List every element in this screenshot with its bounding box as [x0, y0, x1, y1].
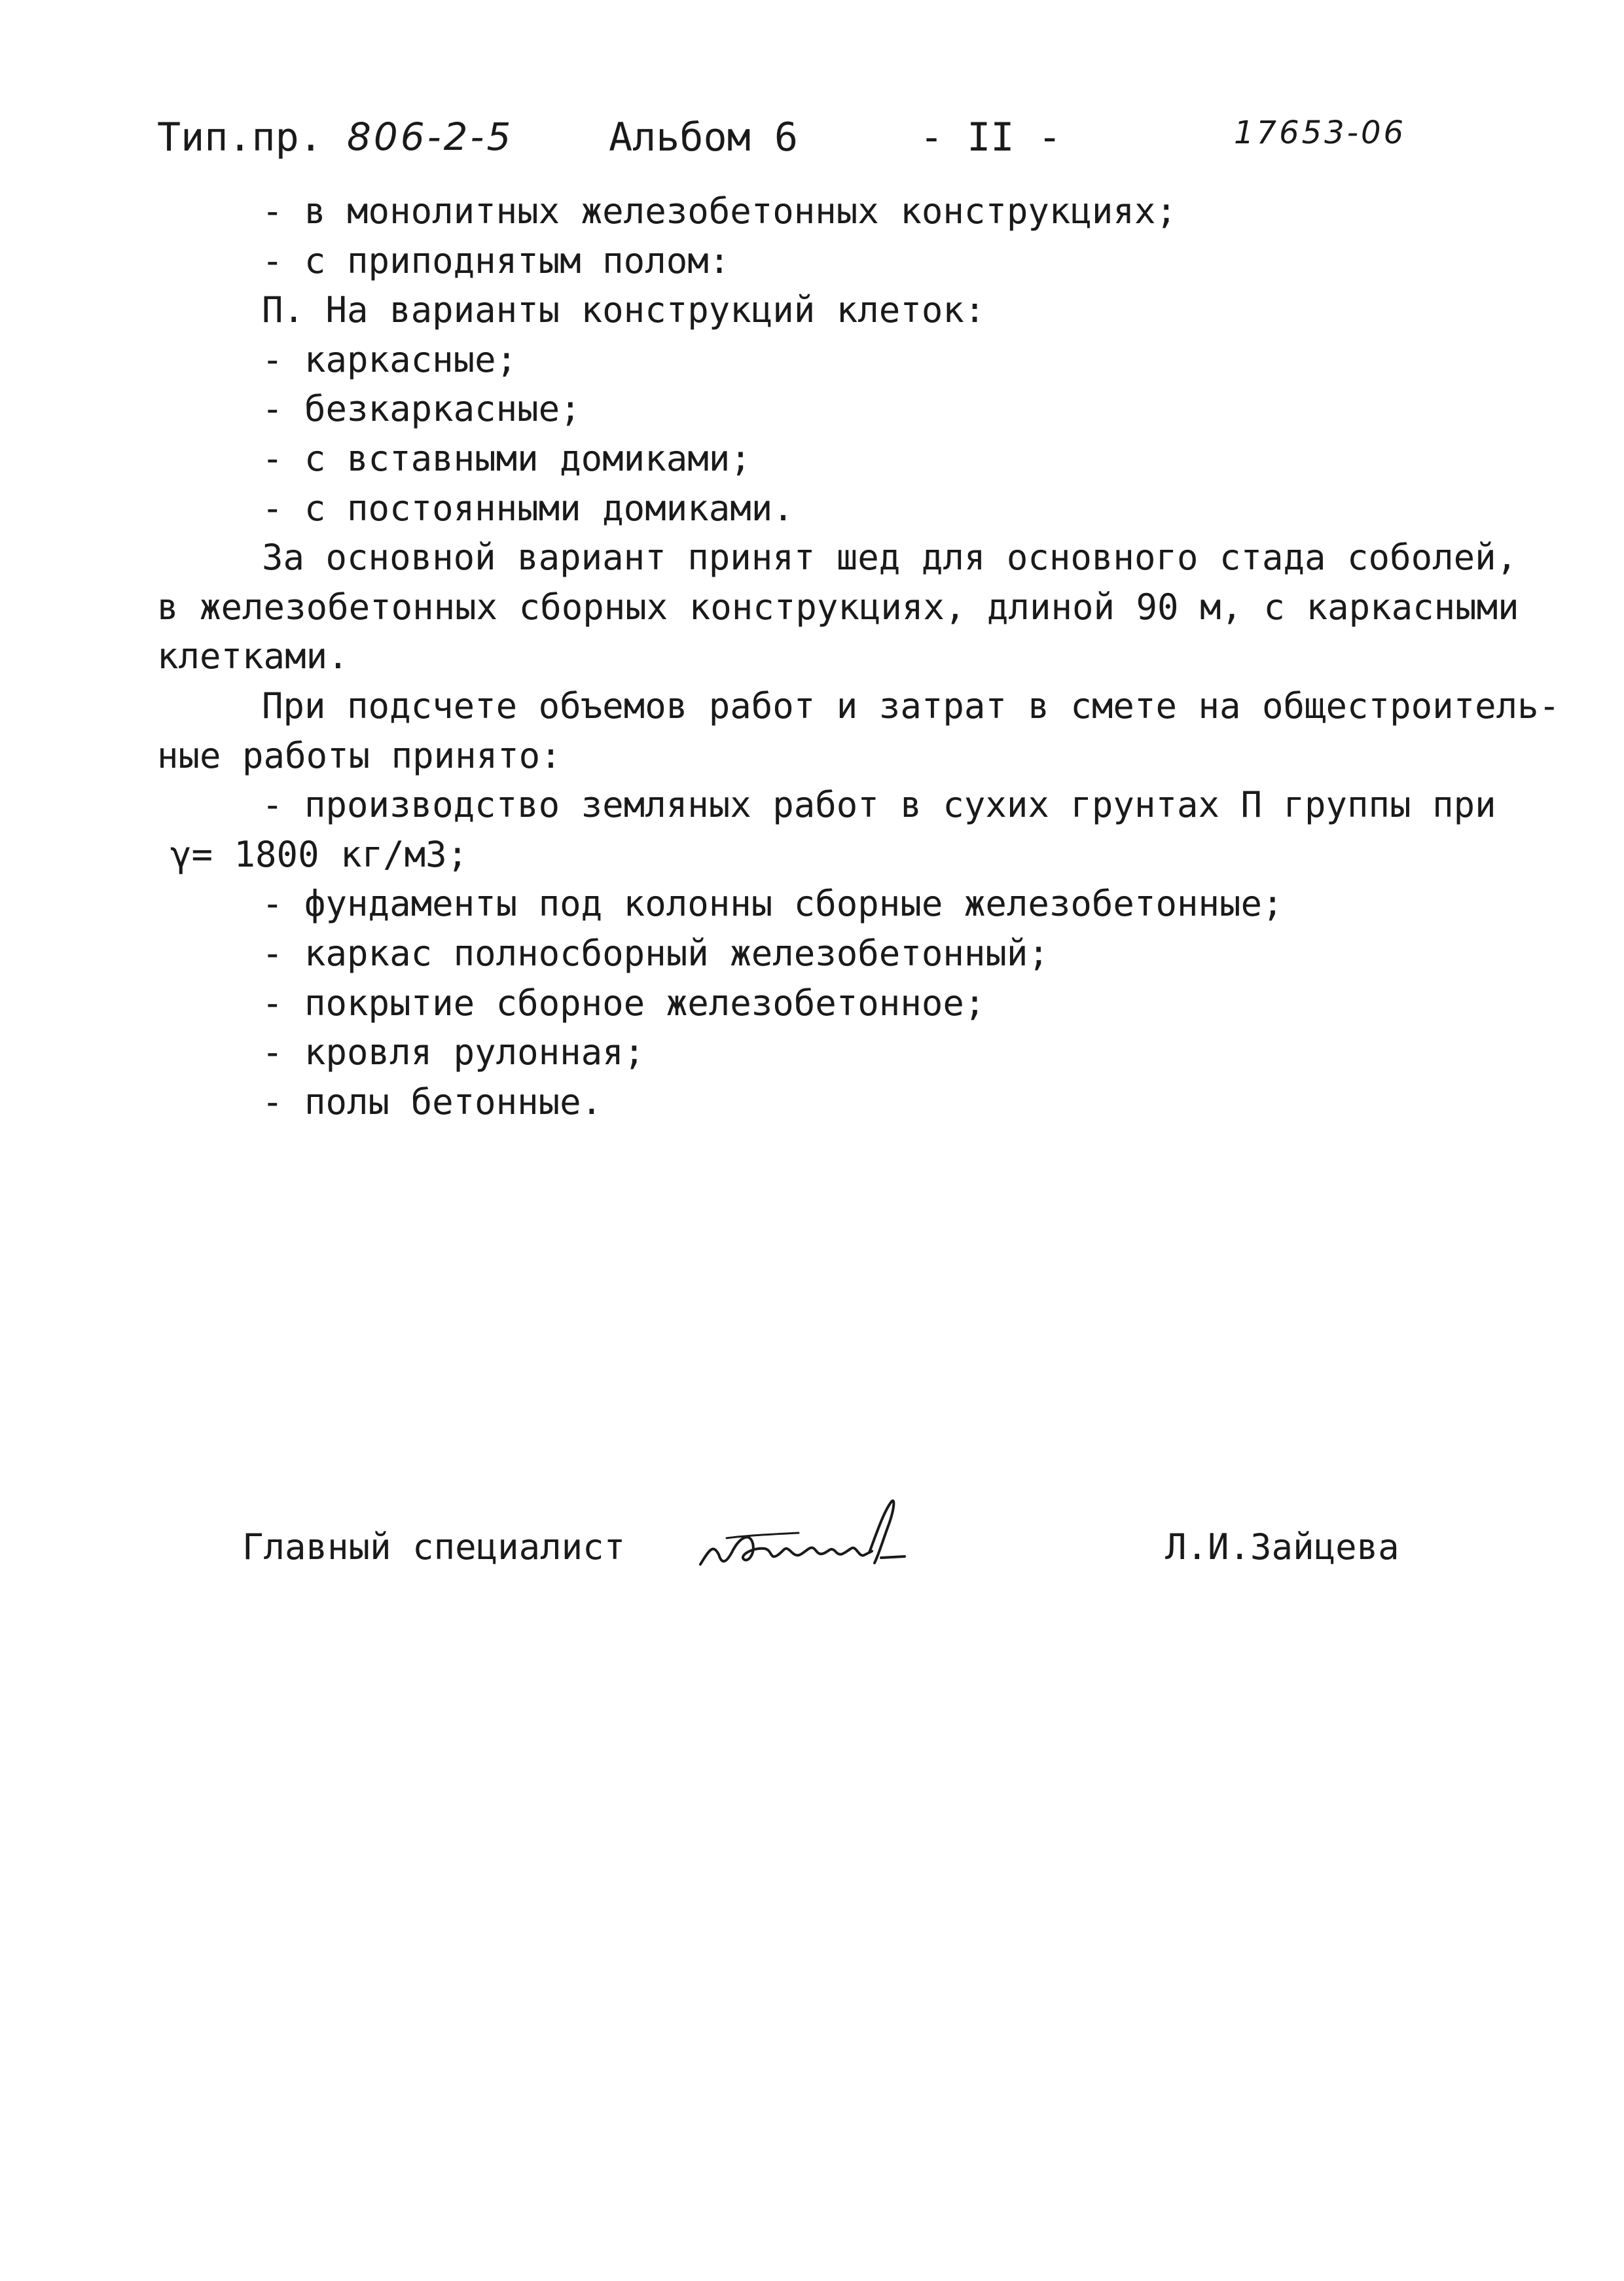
- page-header: [157, 115, 1466, 173]
- text-line: в железобетонных сборных конструкциях, длиной 90 м, с каркасными: [157, 586, 1519, 628]
- document-code: 17653-06: [1234, 115, 1407, 151]
- text-line: - каркас полносборный железобетонный;: [262, 932, 1049, 974]
- page-number: - II -: [920, 115, 1062, 160]
- text-line: - кровля рулонная;: [262, 1032, 645, 1073]
- text-line: - с приподнятым полом:: [262, 240, 731, 281]
- signatory-name: Л.И.Зайцева: [1165, 1526, 1399, 1568]
- text-line: - производство земляных работ в сухих грунтах П группы при: [262, 784, 1496, 826]
- text-line: - с вставными домиками;: [262, 437, 751, 479]
- album-label: Альбом 6: [609, 115, 798, 160]
- text-line: - покрытие сборное железобетонное;: [262, 982, 986, 1024]
- document-body: [157, 187, 1561, 1126]
- handwritten-signature: [687, 1492, 962, 1590]
- type-project-label: Тип.пр.: [157, 115, 323, 160]
- text-line: - безкаркасные;: [262, 388, 581, 430]
- text-line: При подсчете объемов работ и затрат в смете на общестроитель-: [262, 685, 1561, 727]
- text-line: - фундаменты под колонны сборные железобетонные;: [262, 883, 1284, 925]
- text-line: - с постоянными домиками.: [262, 487, 794, 529]
- signatory-role: Главный специалист: [242, 1526, 626, 1568]
- text-line: П. На варианты конструкций клеток:: [262, 289, 986, 331]
- text-line: клетками.: [157, 636, 349, 677]
- text-line: - в монолитных железобетонных конструкциях;: [262, 190, 1177, 232]
- project-number: 806-2-5: [347, 115, 514, 159]
- text-line: γ= 1800 кг/м3;: [170, 833, 469, 875]
- text-line: - каркасные;: [262, 338, 518, 380]
- text-line: - полы бетонные.: [262, 1081, 603, 1123]
- text-line: ные работы принято:: [157, 734, 562, 776]
- text-line: За основной вариант принят шед для основного стада соболей,: [262, 537, 1518, 579]
- signature-block: [242, 1492, 1486, 1590]
